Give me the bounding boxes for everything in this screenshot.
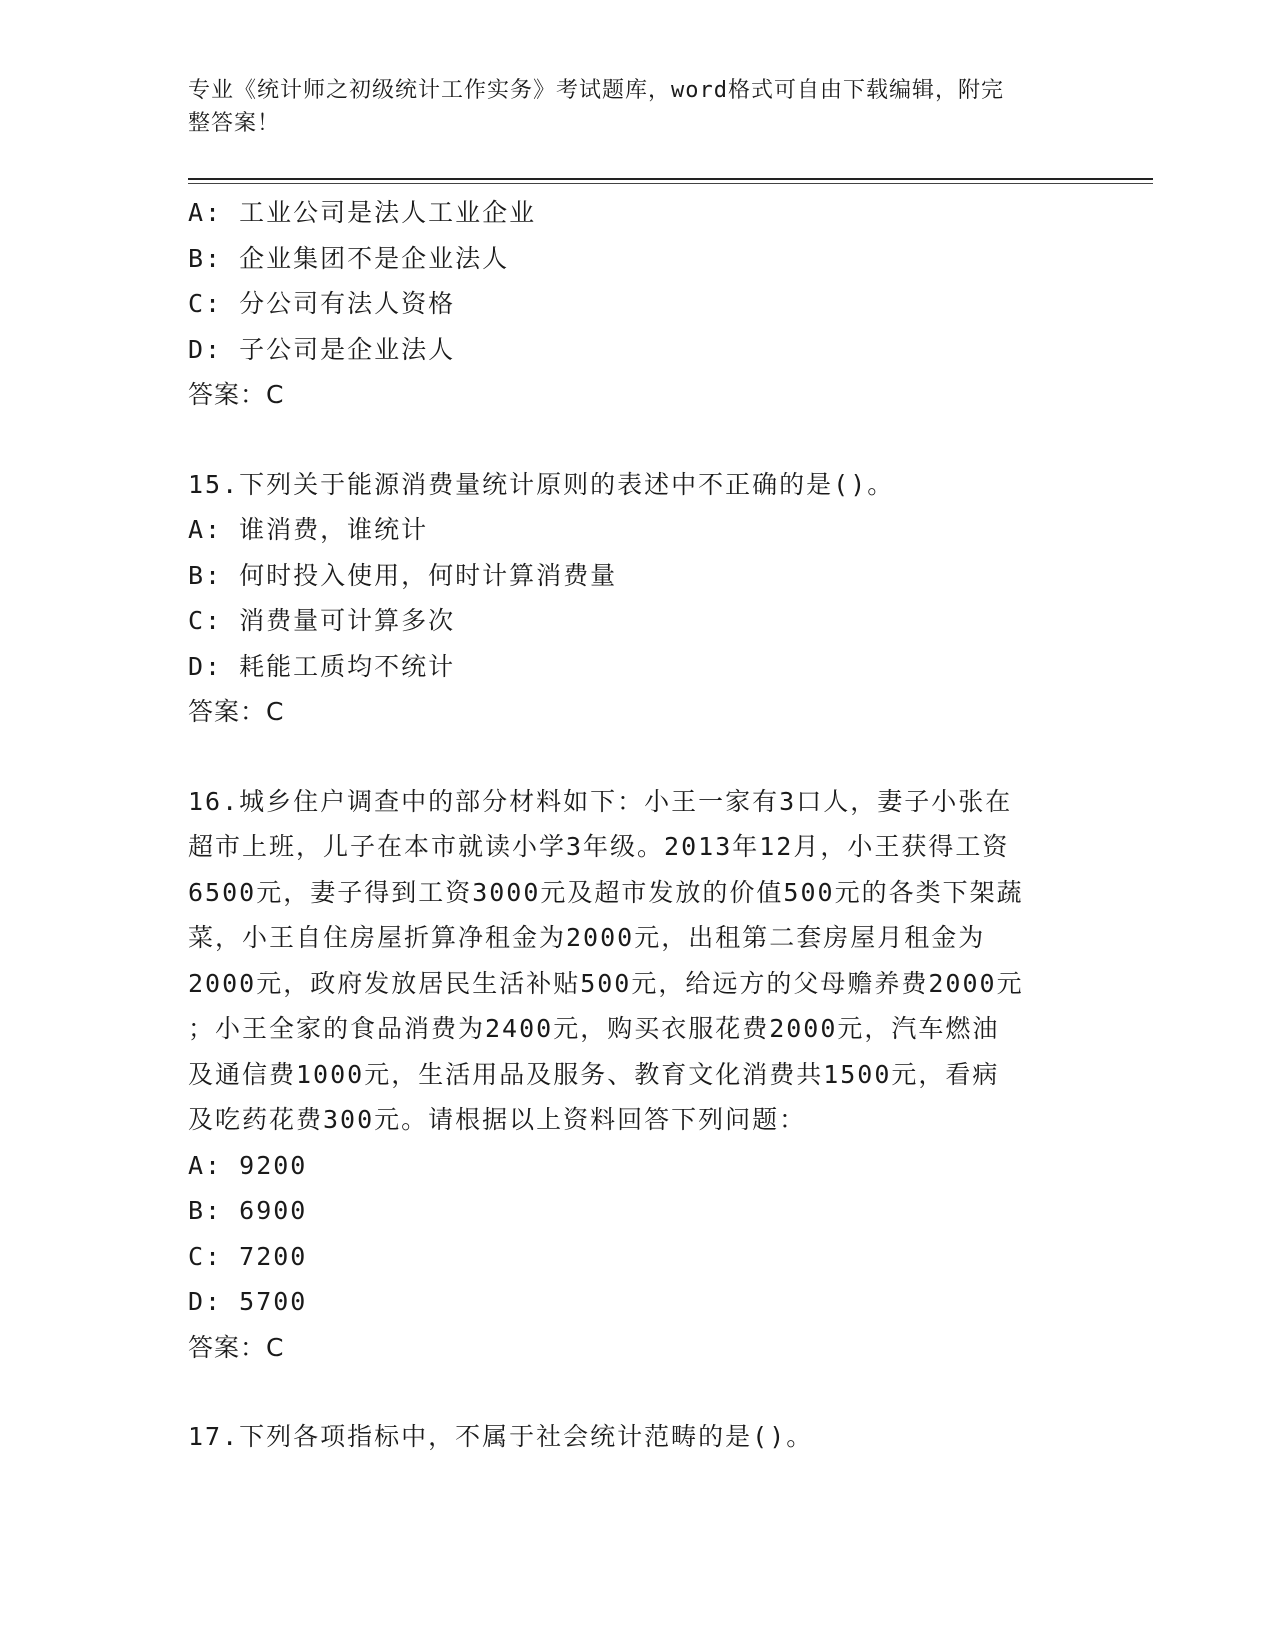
option-a: A: 工业公司是法人工业企业 — [188, 198, 537, 227]
question-stem: 17.下列各项指标中，不属于社会统计范畴的是()。 — [188, 1422, 814, 1451]
option-c: C: 分公司有法人资格 — [188, 289, 456, 318]
header-rule-thin — [188, 183, 1153, 184]
spacer — [188, 418, 1088, 462]
answer-label: 答案：C — [188, 1332, 285, 1362]
option-b: B: 企业集团不是企业法人 — [188, 243, 510, 273]
question-16 — [188, 779, 1088, 1371]
header-line-1: 专业《统计师之初级统计工作实务》考试题库，word格式可自由下载编辑，附完 — [188, 78, 1004, 103]
question-stem-line: ；小王全家的食品消费为2400元，购买衣服花费2000元，汽车燃油 — [188, 1014, 1000, 1043]
question-stem-line: 2000元，政府发放居民生活补贴500元，给远方的父母赡养费2000元 — [188, 968, 1024, 998]
option-a: A: 9200 — [188, 1150, 308, 1180]
question-stem-line: 16.城乡住户调查中的部分材料如下：小王一家有3口人，妻子小张在 — [188, 786, 1013, 816]
option-d: D: 子公司是企业法人 — [188, 334, 456, 364]
header-rule-thick — [188, 178, 1153, 180]
spacer — [188, 1370, 1088, 1414]
answer-label: 答案：C — [188, 380, 285, 409]
document-header — [188, 74, 1088, 140]
option-c: C: 消费量可计算多次 — [188, 606, 456, 635]
option-b: B: 何时投入使用，何时计算消费量 — [188, 560, 618, 590]
question-14 — [188, 190, 1088, 418]
question-stem-line: 6500元，妻子得到工资3000元及超市发放的价值500元的各类下架蔬 — [188, 877, 1024, 907]
header-line-2: 整答案！ — [188, 111, 281, 136]
question-stem-line: 及通信费1000元，生活用品及服务、教育文化消费共1500元，看病 — [188, 1059, 1000, 1089]
answer-label: 答案：C — [188, 697, 285, 726]
question-stem-line: 超市上班，儿子在本市就读小学3年级。2013年12月，小王获得工资 — [188, 832, 1010, 861]
question-15 — [188, 462, 1088, 735]
question-17 — [188, 1414, 1088, 1460]
document-body — [188, 190, 1088, 1460]
spacer — [188, 735, 1088, 779]
option-c: C: 7200 — [188, 1241, 308, 1271]
option-d: D: 耗能工质均不统计 — [188, 651, 456, 681]
option-a: A: 谁消费，谁统计 — [188, 515, 429, 544]
question-stem: 15.下列关于能源消费量统计原则的表述中不正确的是()。 — [188, 469, 895, 499]
option-b: B: 6900 — [188, 1196, 308, 1225]
question-stem-line: 及吃药花费300元。请根据以上资料回答下列问题： — [188, 1105, 807, 1134]
question-stem-line: 菜，小王自住房屋折算净租金为2000元，出租第二套房屋月租金为 — [188, 923, 986, 952]
option-d: D: 5700 — [188, 1287, 308, 1316]
